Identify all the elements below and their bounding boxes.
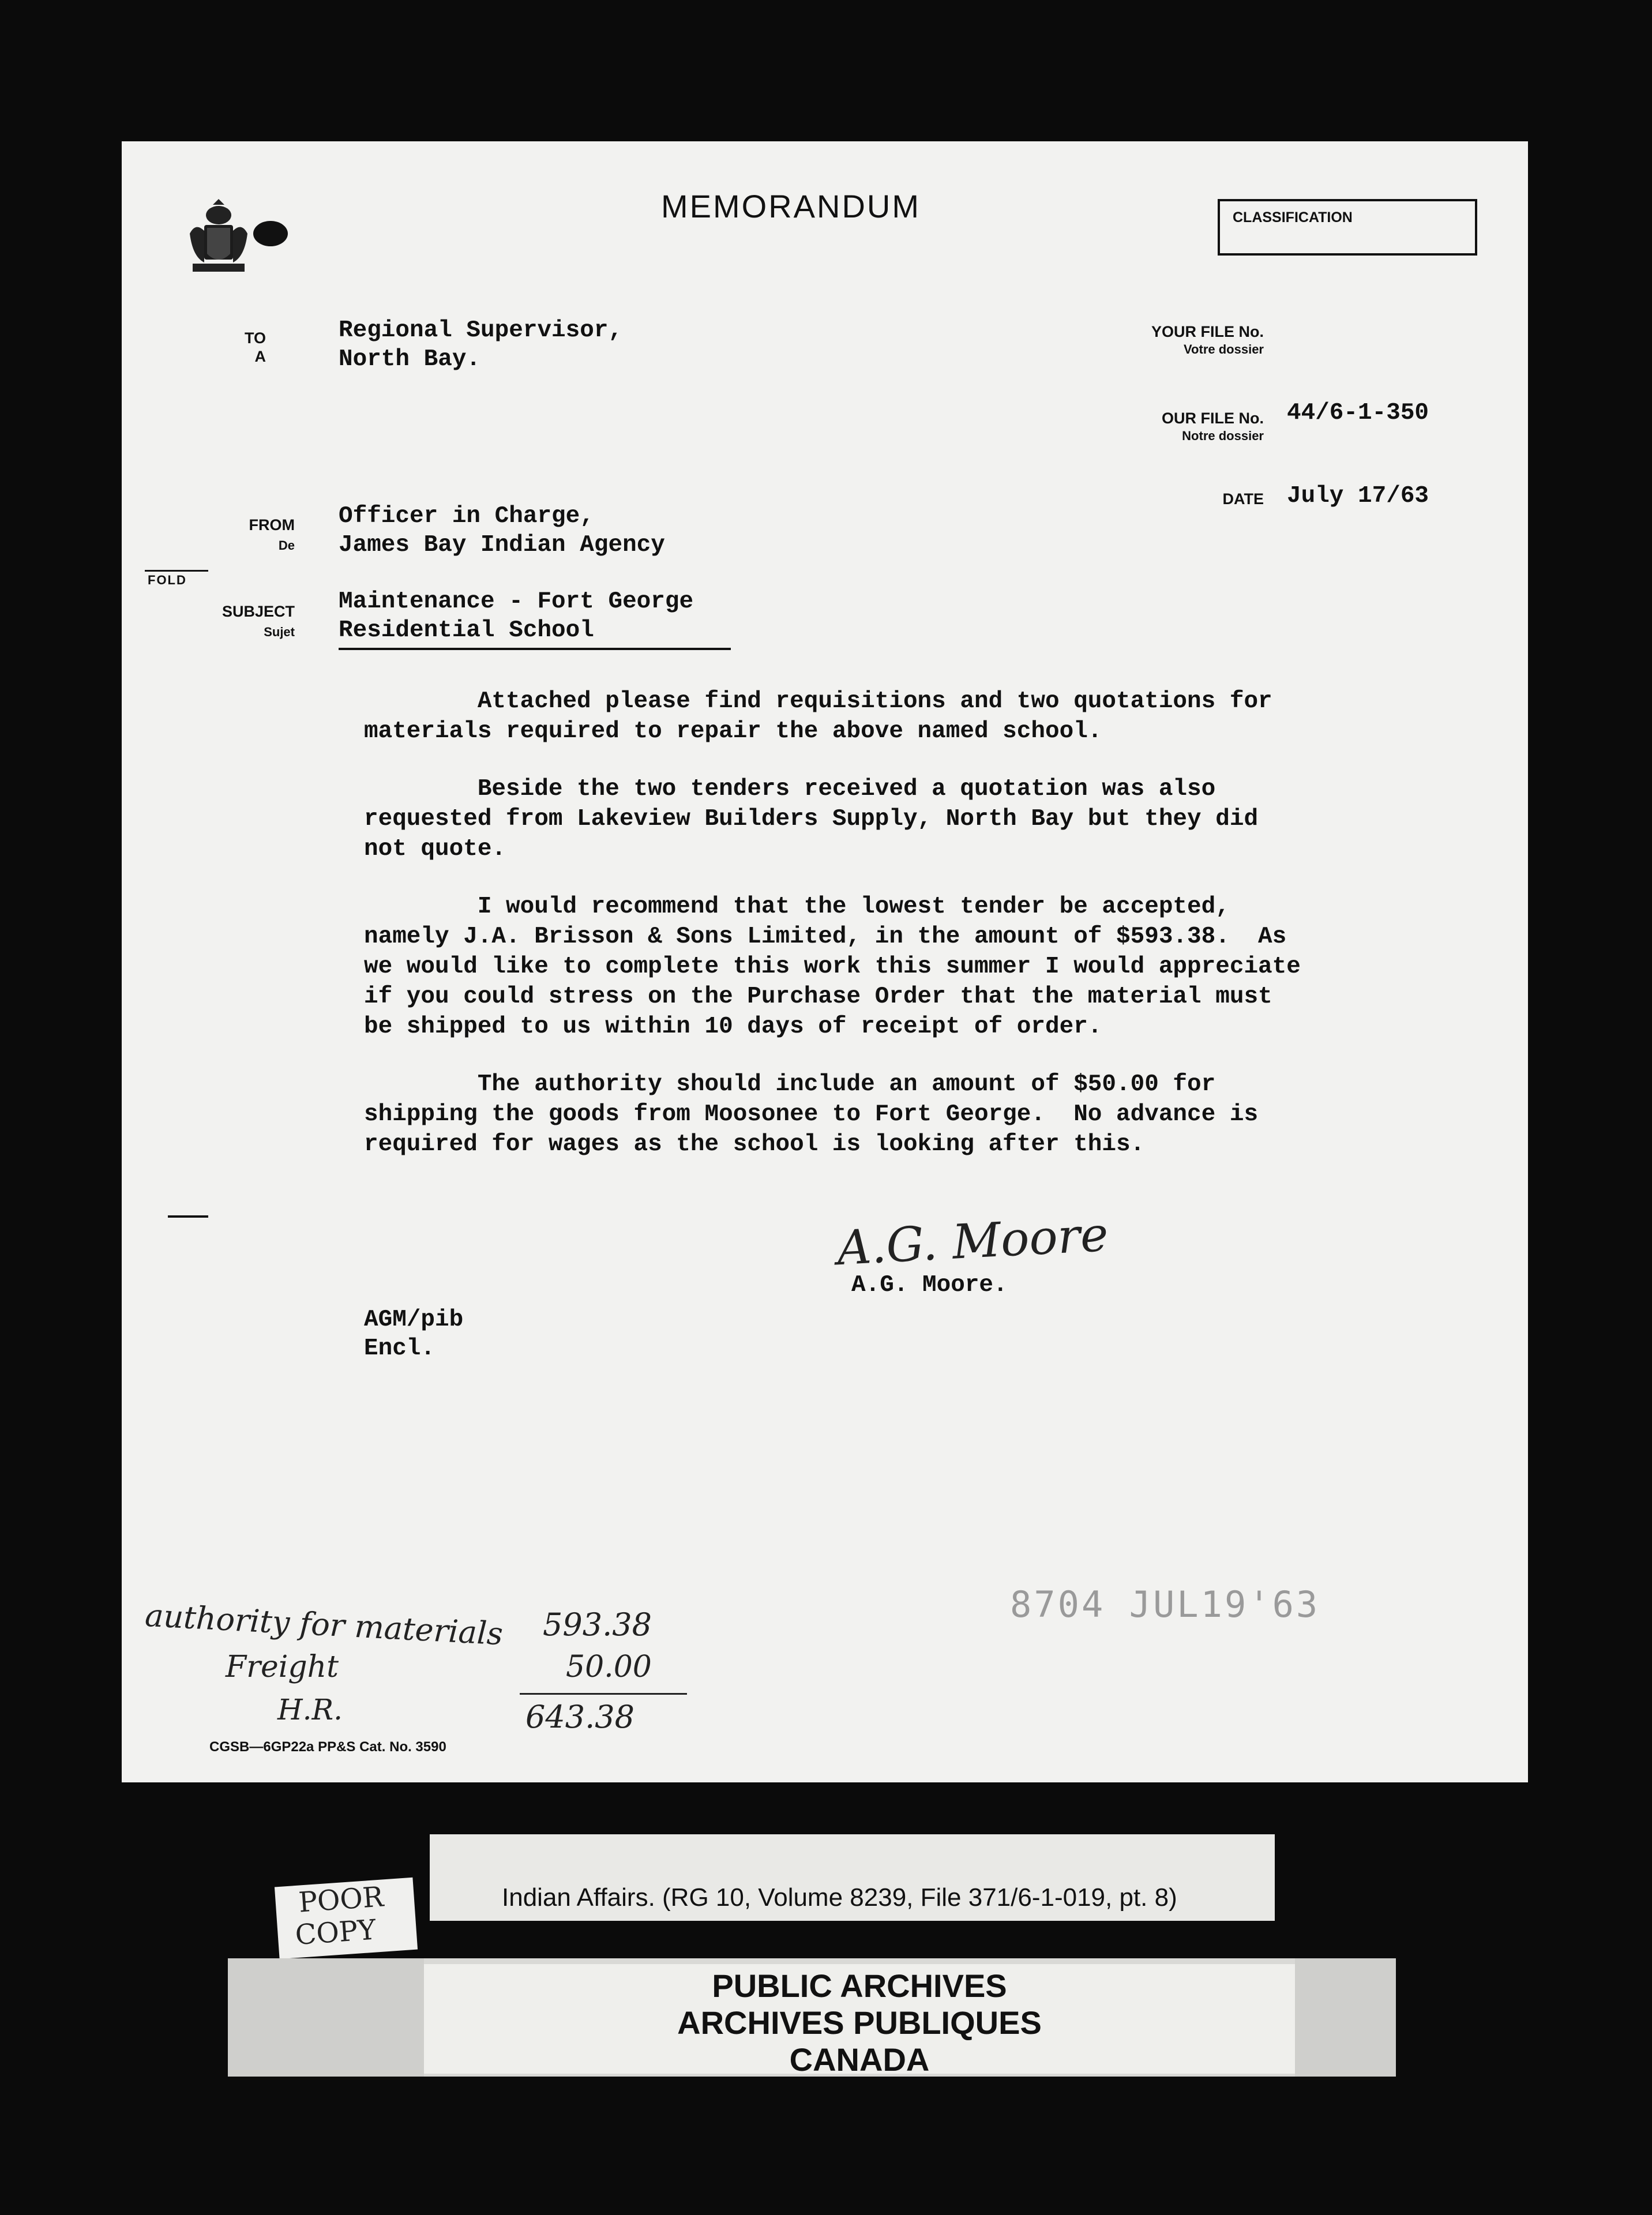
body-line: Attached please find requisitions and two quotations for	[364, 688, 1272, 715]
date-label: DATE	[1222, 490, 1264, 508]
date-value: July 17/63	[1287, 483, 1429, 509]
to-label: TO	[244, 329, 266, 347]
subject-label-fr: Sujet	[264, 625, 295, 639]
your-file-label: YOUR FILE No.	[1151, 323, 1264, 340]
from-label: FROM	[249, 516, 295, 534]
annotation-amount-2: 50.00	[566, 1650, 652, 1684]
subject-line-1: Maintenance - Fort George	[339, 588, 694, 615]
annotation-initials: H.R.	[277, 1693, 343, 1726]
poor-copy-tag	[275, 1878, 418, 1959]
fold-mark	[145, 570, 208, 572]
archives-band	[228, 1958, 1396, 2077]
enclosure-note: Encl.	[364, 1335, 435, 1362]
paragraph-1	[364, 686, 1460, 746]
form-code: CGSB—6GP22a PP&S Cat. No. 3590	[209, 1739, 446, 1755]
to-line-2: North Bay.	[339, 346, 481, 373]
classification-box	[1218, 199, 1477, 256]
coat-of-arms-icon	[184, 199, 288, 297]
body-line: required for wages as the school is looking after this.	[364, 1131, 1145, 1158]
from-line-1: Officer in Charge,	[339, 503, 594, 530]
subject-label: SUBJECT	[221, 603, 295, 620]
archive-reference-label	[430, 1834, 1275, 1921]
to-label-fr: A	[254, 348, 266, 365]
classification-label: CLASSIFICATION	[1233, 209, 1353, 226]
body-line: requested from Lakeview Builders Supply, North Bay but they did	[364, 806, 1259, 832]
memo-body	[364, 686, 1460, 1159]
our-file-label: OUR FILE No.	[1162, 410, 1264, 427]
body-line: I would recommend that the lowest tender be accepted,	[364, 893, 1230, 920]
from-label-fr: De	[278, 538, 295, 553]
margin-mark	[168, 1215, 208, 1218]
to-line-1: Regional Supervisor,	[339, 317, 623, 344]
paragraph-3	[364, 892, 1460, 1042]
annotation-total: 643.38	[525, 1699, 634, 1735]
archive-reference: Indian Affairs. (RG 10, Volume 8239, File 371/6-1-019, pt. 8)	[502, 1883, 1177, 1912]
our-file-label-fr: Notre dossier	[1182, 429, 1264, 443]
poor-copy-line-1: POOR	[297, 1880, 385, 1919]
body-line: namely J.A. Brisson & Sons Limited, in the amount of $593.38. As	[364, 923, 1287, 950]
subject-underline	[339, 648, 731, 650]
received-stamp: 8704 JUL19'63	[1010, 1583, 1320, 1625]
archives-band-right	[1295, 1958, 1396, 2077]
typed-signature: A.G. Moore.	[851, 1272, 1008, 1298]
archives-fr: ARCHIVES PUBLIQUES	[677, 2004, 1042, 2041]
your-file-label-fr: Votre dossier	[1184, 342, 1264, 356]
annotation-sum-line	[520, 1693, 687, 1695]
annotation-amount-1: 593.38	[543, 1606, 652, 1643]
annotation-freight: Freight	[226, 1650, 339, 1684]
annotation-authority: authority for materials	[144, 1597, 504, 1653]
archives-country: CANADA	[789, 2041, 930, 2078]
body-line: materials required to repair the above named school.	[364, 718, 1102, 745]
body-line: shipping the goods from Moosonee to Fort George. No advance is	[364, 1101, 1259, 1128]
from-line-2: James Bay Indian Agency	[339, 532, 665, 558]
body-line: Beside the two tenders received a quotation was also	[364, 776, 1216, 802]
subject-line-2: Residential School	[339, 617, 594, 644]
body-line: not quote.	[364, 836, 506, 862]
body-line: The authority should include an amount of $50.00 for	[364, 1071, 1216, 1098]
paragraph-4	[364, 1069, 1460, 1159]
memo-page	[122, 141, 1528, 1782]
archives-band-left	[228, 1958, 424, 2077]
our-file-value: 44/6-1-350	[1287, 400, 1429, 426]
archives-en: PUBLIC ARCHIVES	[712, 1968, 1007, 2004]
memo-title: MEMORANDUM	[661, 188, 921, 224]
fold-label: FOLD	[148, 573, 187, 587]
archives-text-block	[424, 1964, 1295, 2078]
body-line: be shipped to us within 10 days of receipt of order.	[364, 1013, 1102, 1040]
body-line: we would like to complete this work this summer I would appreciate	[364, 953, 1301, 980]
reference-initials: AGM/pib	[364, 1307, 464, 1333]
body-line: if you could stress on the Purchase Order that the material must	[364, 983, 1272, 1010]
poor-copy-line-2: COPY	[294, 1913, 377, 1952]
paragraph-2	[364, 774, 1460, 864]
handwritten-signature: A.G. Moore	[835, 1207, 1110, 1277]
